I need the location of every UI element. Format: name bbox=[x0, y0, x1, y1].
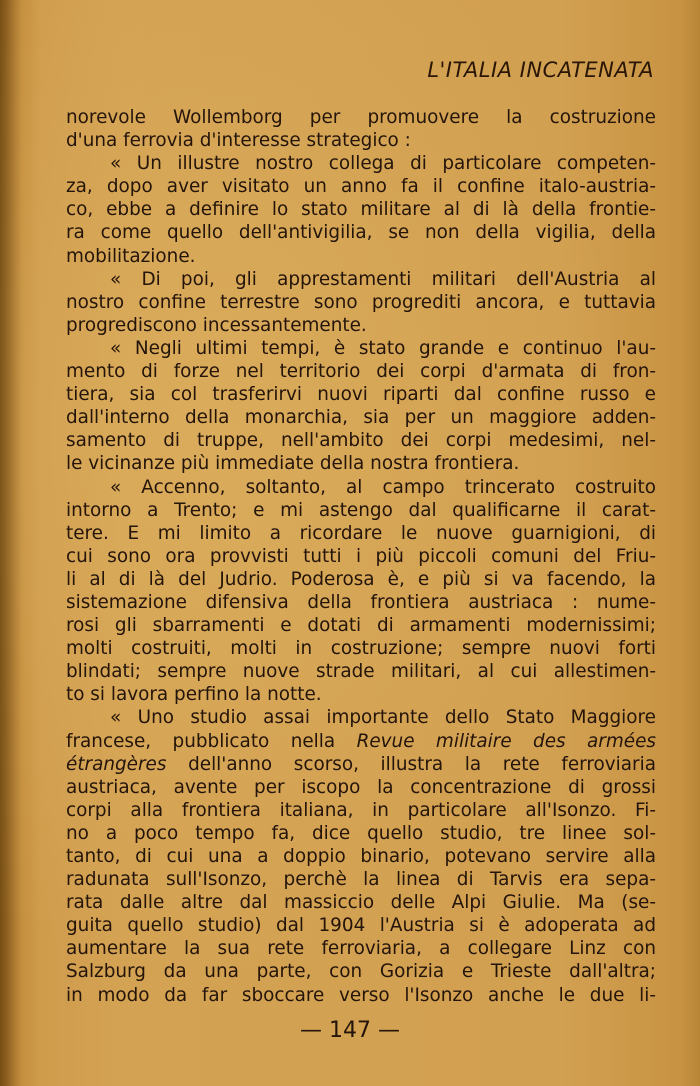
text-line: « Accenno, soltanto, al campo trincerato costruito bbox=[110, 476, 656, 498]
running-head: L'ITALIA INCATENATA bbox=[427, 58, 654, 82]
text-line: le vicinanze più immediate della nostra frontiera. bbox=[66, 453, 520, 475]
text-line: rosi gli sbarramenti e dotati di armamenti modernissimi; bbox=[66, 615, 656, 637]
text-segment: dell'anno scorso, illustra la rete ferroviaria bbox=[188, 753, 656, 775]
body-text bbox=[66, 106, 656, 1007]
text-line: to si lavora perfino la notte. bbox=[66, 684, 322, 706]
text-line: blindati; sempre nuove strade militari, al cui allestimen- bbox=[66, 661, 656, 683]
text-line: molti costruiti, molti in costruzione; sempre nuovi forti bbox=[66, 638, 656, 660]
text-line: rata dalle altre dal massiccio delle Alpi Giulie. Ma (se- bbox=[66, 892, 656, 914]
text-line: cui sono ora provvisti tutti i più piccoli comuni del Friu- bbox=[66, 545, 656, 567]
text-line: nostro confine terrestre sono progrediti ancora, e tuttavia bbox=[66, 291, 656, 313]
text-segment: francese, pubblicato nella bbox=[66, 730, 336, 752]
text-line: ra come quello dell'antivigilia, se non della vigilia, della bbox=[66, 222, 656, 244]
text-line: « Uno studio assai importante dello Stato Maggiore bbox=[110, 707, 656, 729]
text-line: no a poco tempo fa, dice quello studio, tre linee sol- bbox=[66, 822, 656, 844]
text-line: intorno a Trento; e mi astengo dal qualificarne il carat- bbox=[66, 499, 656, 521]
text-line: za, dopo aver visitato un anno fa il confine italo-austria- bbox=[66, 176, 656, 198]
text-line: guita quello studio) dal 1904 l'Austria si è adoperata ad bbox=[66, 915, 656, 937]
text-line: Salzburg da una parte, con Gorizia e Trieste dall'altra; bbox=[66, 961, 656, 983]
page-number: — 147 — bbox=[300, 1018, 400, 1043]
text-line: austriaca, avente per iscopo la concentrazione di grossi bbox=[66, 776, 656, 798]
text-line: tiera, sia col trasferirvi nuovi riparti dal confine russo e bbox=[66, 384, 656, 406]
text-line: progrediscono incessantemente. bbox=[66, 314, 367, 336]
text-line: mento di forze nel territorio dei corpi d'armata di fron- bbox=[66, 361, 656, 383]
text-line: co, ebbe a definire lo stato militare al di là della frontie- bbox=[66, 199, 656, 221]
text-line: norevole Wollemborg per promuovere la costruzione bbox=[66, 107, 656, 128]
text-line: samento di truppe, nell'ambito dei corpi medesimi, nel- bbox=[66, 430, 656, 452]
text-line: mobilitazione. bbox=[66, 245, 196, 267]
text-line: in modo da far sboccare verso l'Isonzo anche le due li- bbox=[66, 984, 656, 1006]
text-line-with-title bbox=[66, 753, 656, 776]
journal-title: étrangères bbox=[66, 753, 167, 775]
text-line-with-title bbox=[66, 730, 656, 753]
text-line: tanto, di cui una a doppio binario, potevano servire alla bbox=[66, 846, 656, 867]
journal-title: Revue militaire des armées bbox=[356, 730, 656, 752]
text-line: li al di là del Judrio. Poderosa è, e più si va facendo, la bbox=[66, 568, 656, 590]
text-line: aumentare la sua rete ferroviaria, a collegare Linz con bbox=[66, 938, 656, 960]
text-line: dall'interno della monarchia, sia per un maggiore adden- bbox=[66, 407, 656, 429]
spine-shadow bbox=[0, 0, 22, 1086]
text-line: sistemazione difensiva della frontiera austriaca : nume- bbox=[66, 591, 656, 613]
text-line: tere. E mi limito a ricordare le nuove guarnigioni, di bbox=[66, 522, 656, 544]
text-line: « Negli ultimi tempi, è stato grande e continuo l'au- bbox=[110, 337, 656, 359]
text-line: corpi alla frontiera italiana, in particolare all'Isonzo. Fi- bbox=[66, 799, 656, 821]
text-line: radunata sull'Isonzo, perchè la linea di Tarvis era sepa- bbox=[66, 869, 656, 891]
text-line: « Un illustre nostro collega di particolare competen- bbox=[110, 153, 656, 175]
text-line: « Di poi, gli apprestamenti militari dell'Austria al bbox=[110, 268, 656, 290]
text-line: d'una ferrovia d'interesse strategico : bbox=[66, 130, 411, 152]
